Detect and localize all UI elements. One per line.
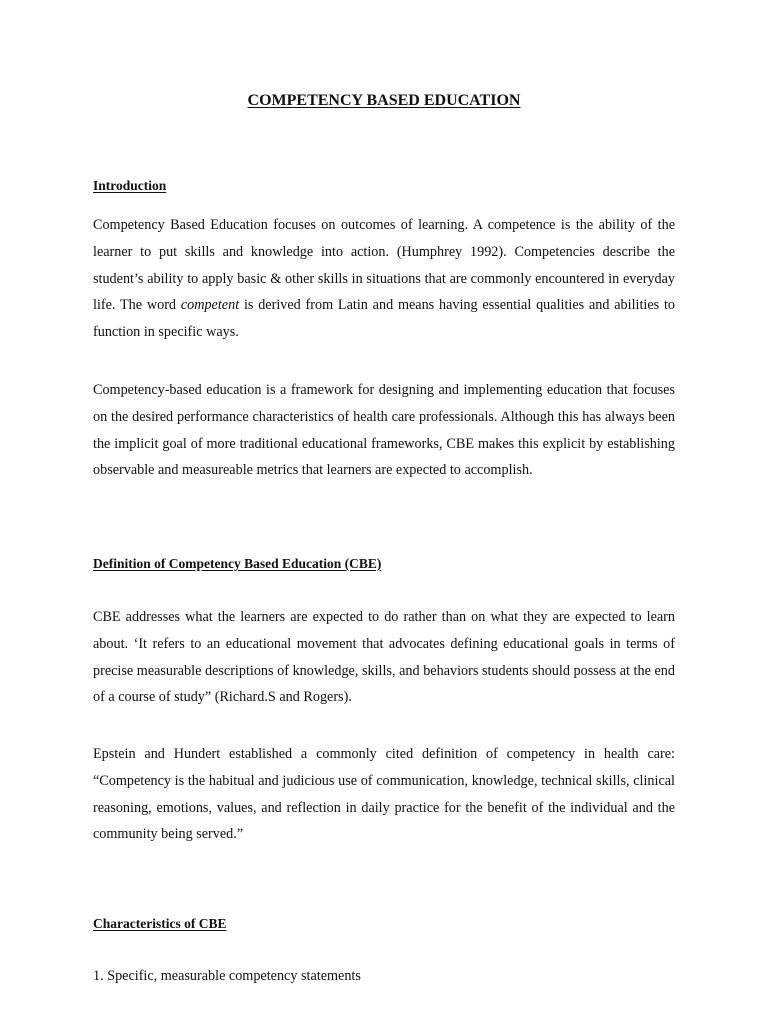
characteristics-list-item: 1. Specific, measurable competency statements bbox=[93, 968, 361, 984]
document-title: COMPETENCY BASED EDUCATION bbox=[247, 92, 521, 109]
intro-paragraph-1-text-end: is derived from Latin and means having essential qualities and abilities to function in specific ways. bbox=[93, 297, 675, 341]
section-heading-introduction: Introduction bbox=[93, 178, 167, 193]
definition-paragraph-2: Epstein and Hundert established a commonly cited definition of competency in health care: “Competency is the habitual and judicious use of communication, knowledge, technical skills, clinical reasoning, emotions, values, and reflection in daily practice for the benefit of the individual and the community being served.” bbox=[93, 746, 675, 843]
intro-paragraph-2: Competency-based education is a framework for designing and implementing education that focuses on the desired performance characteristics of health care professionals. Although this has always been the implicit goal of more traditional educational frameworks, CBE makes this explicit by establishing observable and measureable metrics that learners are expected to accomplish. bbox=[93, 382, 675, 479]
definition-paragraph-1: CBE addresses what the learners are expected to do rather than on what they are expected to learn about. ‘It refers to an educational movement that advocates defining educational goals in terms of precise measurable descriptions of knowledge, skills, and behaviors students should possess at the end of a course of study” (Richard.S and Rogers). bbox=[93, 609, 675, 706]
emphasized-word: competent bbox=[180, 297, 240, 314]
section-heading-definition: Definition of Competency Based Education (CBE) bbox=[93, 556, 382, 571]
intro-paragraph-1 bbox=[93, 212, 675, 346]
intro-paragraph-1-text-start: Competency Based Education focuses on outcomes of learning. A competence is the ability of the learner to put skills and knowledge into action. (Humphrey 1992). Competencies describe the student’s ability to apply basic & other skills in situations that are commonly encountered in everyday life. The word bbox=[93, 217, 675, 314]
section-heading-characteristics: Characteristics of CBE bbox=[93, 916, 227, 931]
